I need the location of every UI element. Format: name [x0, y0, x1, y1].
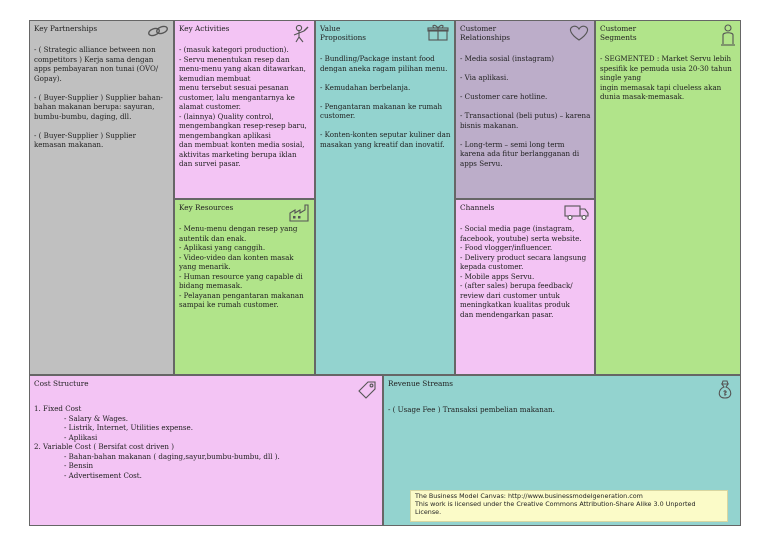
customer-relationships-item: - Transactional (beli putus) – karena bisnis makanan.	[460, 111, 591, 130]
key-partnerships-block	[29, 20, 174, 375]
customer-segments-item: - SEGMENTED : Market Servu lebih spesifik ke pemuda usia 20-30 tahun single yang ingin memasak tapi clueless akan dunia masak-memasak.	[600, 54, 732, 101]
cost-structure-line: - Bensin	[64, 461, 94, 470]
revenue-streams-title: Revenue Streams	[388, 379, 454, 388]
cost-structure-line: - Salary & Wages.	[64, 413, 128, 423]
key-activities-title: Key Activities	[179, 24, 230, 33]
cost-structure-line: - Advertisement Cost.	[64, 470, 142, 480]
customer-segments-content	[600, 54, 737, 102]
revenue-streams-item: - ( Usage Fee ) Transaksi pembelian makanan.	[388, 405, 555, 414]
key-activities-block	[174, 20, 315, 199]
value-propositions-item: - Pengantaran makanan ke rumah customer.	[320, 101, 443, 120]
customer-relationships-item: - Via aplikasi.	[460, 73, 509, 82]
key-resources-content	[179, 224, 311, 310]
customer-relationships-block	[455, 20, 595, 199]
cost-structure-line: - Listrik, Internet, Utilities expense.	[64, 423, 193, 432]
key-resources-block	[174, 199, 315, 375]
key-partnerships-item: - ( Buyer-Supplier ) Supplier kemasan makanan.	[34, 130, 137, 149]
key-resources-title: Key Resources	[179, 203, 234, 212]
worker-icon	[290, 24, 310, 44]
cost-structure-block	[29, 375, 383, 526]
license-note	[410, 490, 728, 522]
customer-segments-block	[595, 20, 741, 375]
key-partnerships-content	[34, 45, 170, 150]
cost-structure-line: 2. Variable Cost ( Bersifat cost driven )	[34, 442, 175, 451]
revenue-streams-content	[388, 405, 737, 415]
cost-structure-line: - Aplikasi	[64, 432, 98, 442]
heart-icon	[568, 24, 590, 42]
value-propositions-content	[320, 54, 451, 149]
cost-structure-content	[34, 404, 379, 480]
key-activities-content	[179, 45, 311, 169]
key-resources-item: - Menu-menu dengan resep yang autentik dan enak. - Aplikasi yang canggih. - Video-video dan konten masak yang menarik. - Human resource yang capable di bidang memasak. - Pelayanan pengantaran makanan sampai ke rumah customer.	[179, 224, 304, 309]
key-activities-item: - (masuk kategori production). - Servu menentukan resep dan menu-menu yang akan ditawarkan, kemudian membuat menu tersebut sesuai pesanan customer, lalu mengantarnya ke alamat customer. - (lainnya) Quality control, mengembangkan resep-resep baru, mengembangkan aplikasi dan membuat konten media sosial, aktivitas marketing berupa iklan dan survei pasar.	[179, 45, 307, 168]
value-propositions-item: - Konten-konten seputar kuliner dan masakan yang kreatif dan inovatif.	[320, 130, 451, 149]
channels-item: - Social media page (instagram, facebook, youtube) serta website. - Food vlogger/influencer. - Delivery product secara langsung kepada customer. - Mobile apps Servu. - (after sales) berupa feedback/ review dari customer untuk meningkatkan kualitas produk dan mendengarkan pasar.	[460, 224, 587, 319]
key-partnerships-item: - ( Buyer-Supplier ) Supplier bahan-bahan makanan berupa: sayuran, bumbu-bumbu, daging, dll.	[34, 92, 163, 121]
key-partnerships-item: - ( Strategic alliance between non competitors ) Kerja sama dengan apps pembayaran non tunai (OVO/ Gopay).	[34, 45, 159, 83]
customer-relationships-item: - Customer care hotline.	[460, 92, 548, 101]
customer-segments-title: Customer Segments	[600, 24, 637, 42]
value-propositions-item: - Kemudahan berbelanja.	[320, 82, 411, 92]
value-propositions-block	[315, 20, 455, 375]
channels-block	[455, 199, 595, 375]
person-icon	[720, 24, 736, 46]
key-partnerships-title: Key Partnerships	[34, 24, 98, 33]
license-line-2: This work is licensed under the Creative Commons Attribution-Share Alike 3.0 Unported License.	[415, 500, 696, 516]
customer-relationships-title: Customer Relationships	[460, 24, 511, 42]
channels-content	[460, 224, 591, 319]
license-line-1: The Business Model Canvas: http://www.businessmodelgeneration.com	[415, 492, 643, 500]
value-propositions-item: - Bundling/Package instant food dengan aneka ragam pilihan menu.	[320, 54, 448, 73]
chain-link-icon	[147, 24, 169, 38]
value-propositions-title: Value Propositions	[320, 24, 367, 42]
gift-icon	[426, 24, 450, 42]
price-tag-icon	[356, 379, 378, 401]
customer-relationships-content	[460, 54, 591, 168]
channels-title: Channels	[460, 203, 495, 212]
customer-relationships-item: - Media sosial (instagram)	[460, 54, 554, 63]
cost-structure-title: Cost Structure	[34, 379, 89, 388]
truck-icon	[564, 203, 590, 221]
cost-structure-line: - Bahan-bahan makanan ( daging,sayur,bumbu-bumbu, dll ).	[64, 451, 280, 461]
cost-structure-line: 1. Fixed Cost	[34, 404, 82, 413]
money-bag-icon	[714, 379, 736, 401]
factory-icon	[288, 203, 310, 223]
customer-relationships-item: - Long-term – semi long term karena ada fitur berlangganan di apps Servu.	[460, 139, 580, 168]
